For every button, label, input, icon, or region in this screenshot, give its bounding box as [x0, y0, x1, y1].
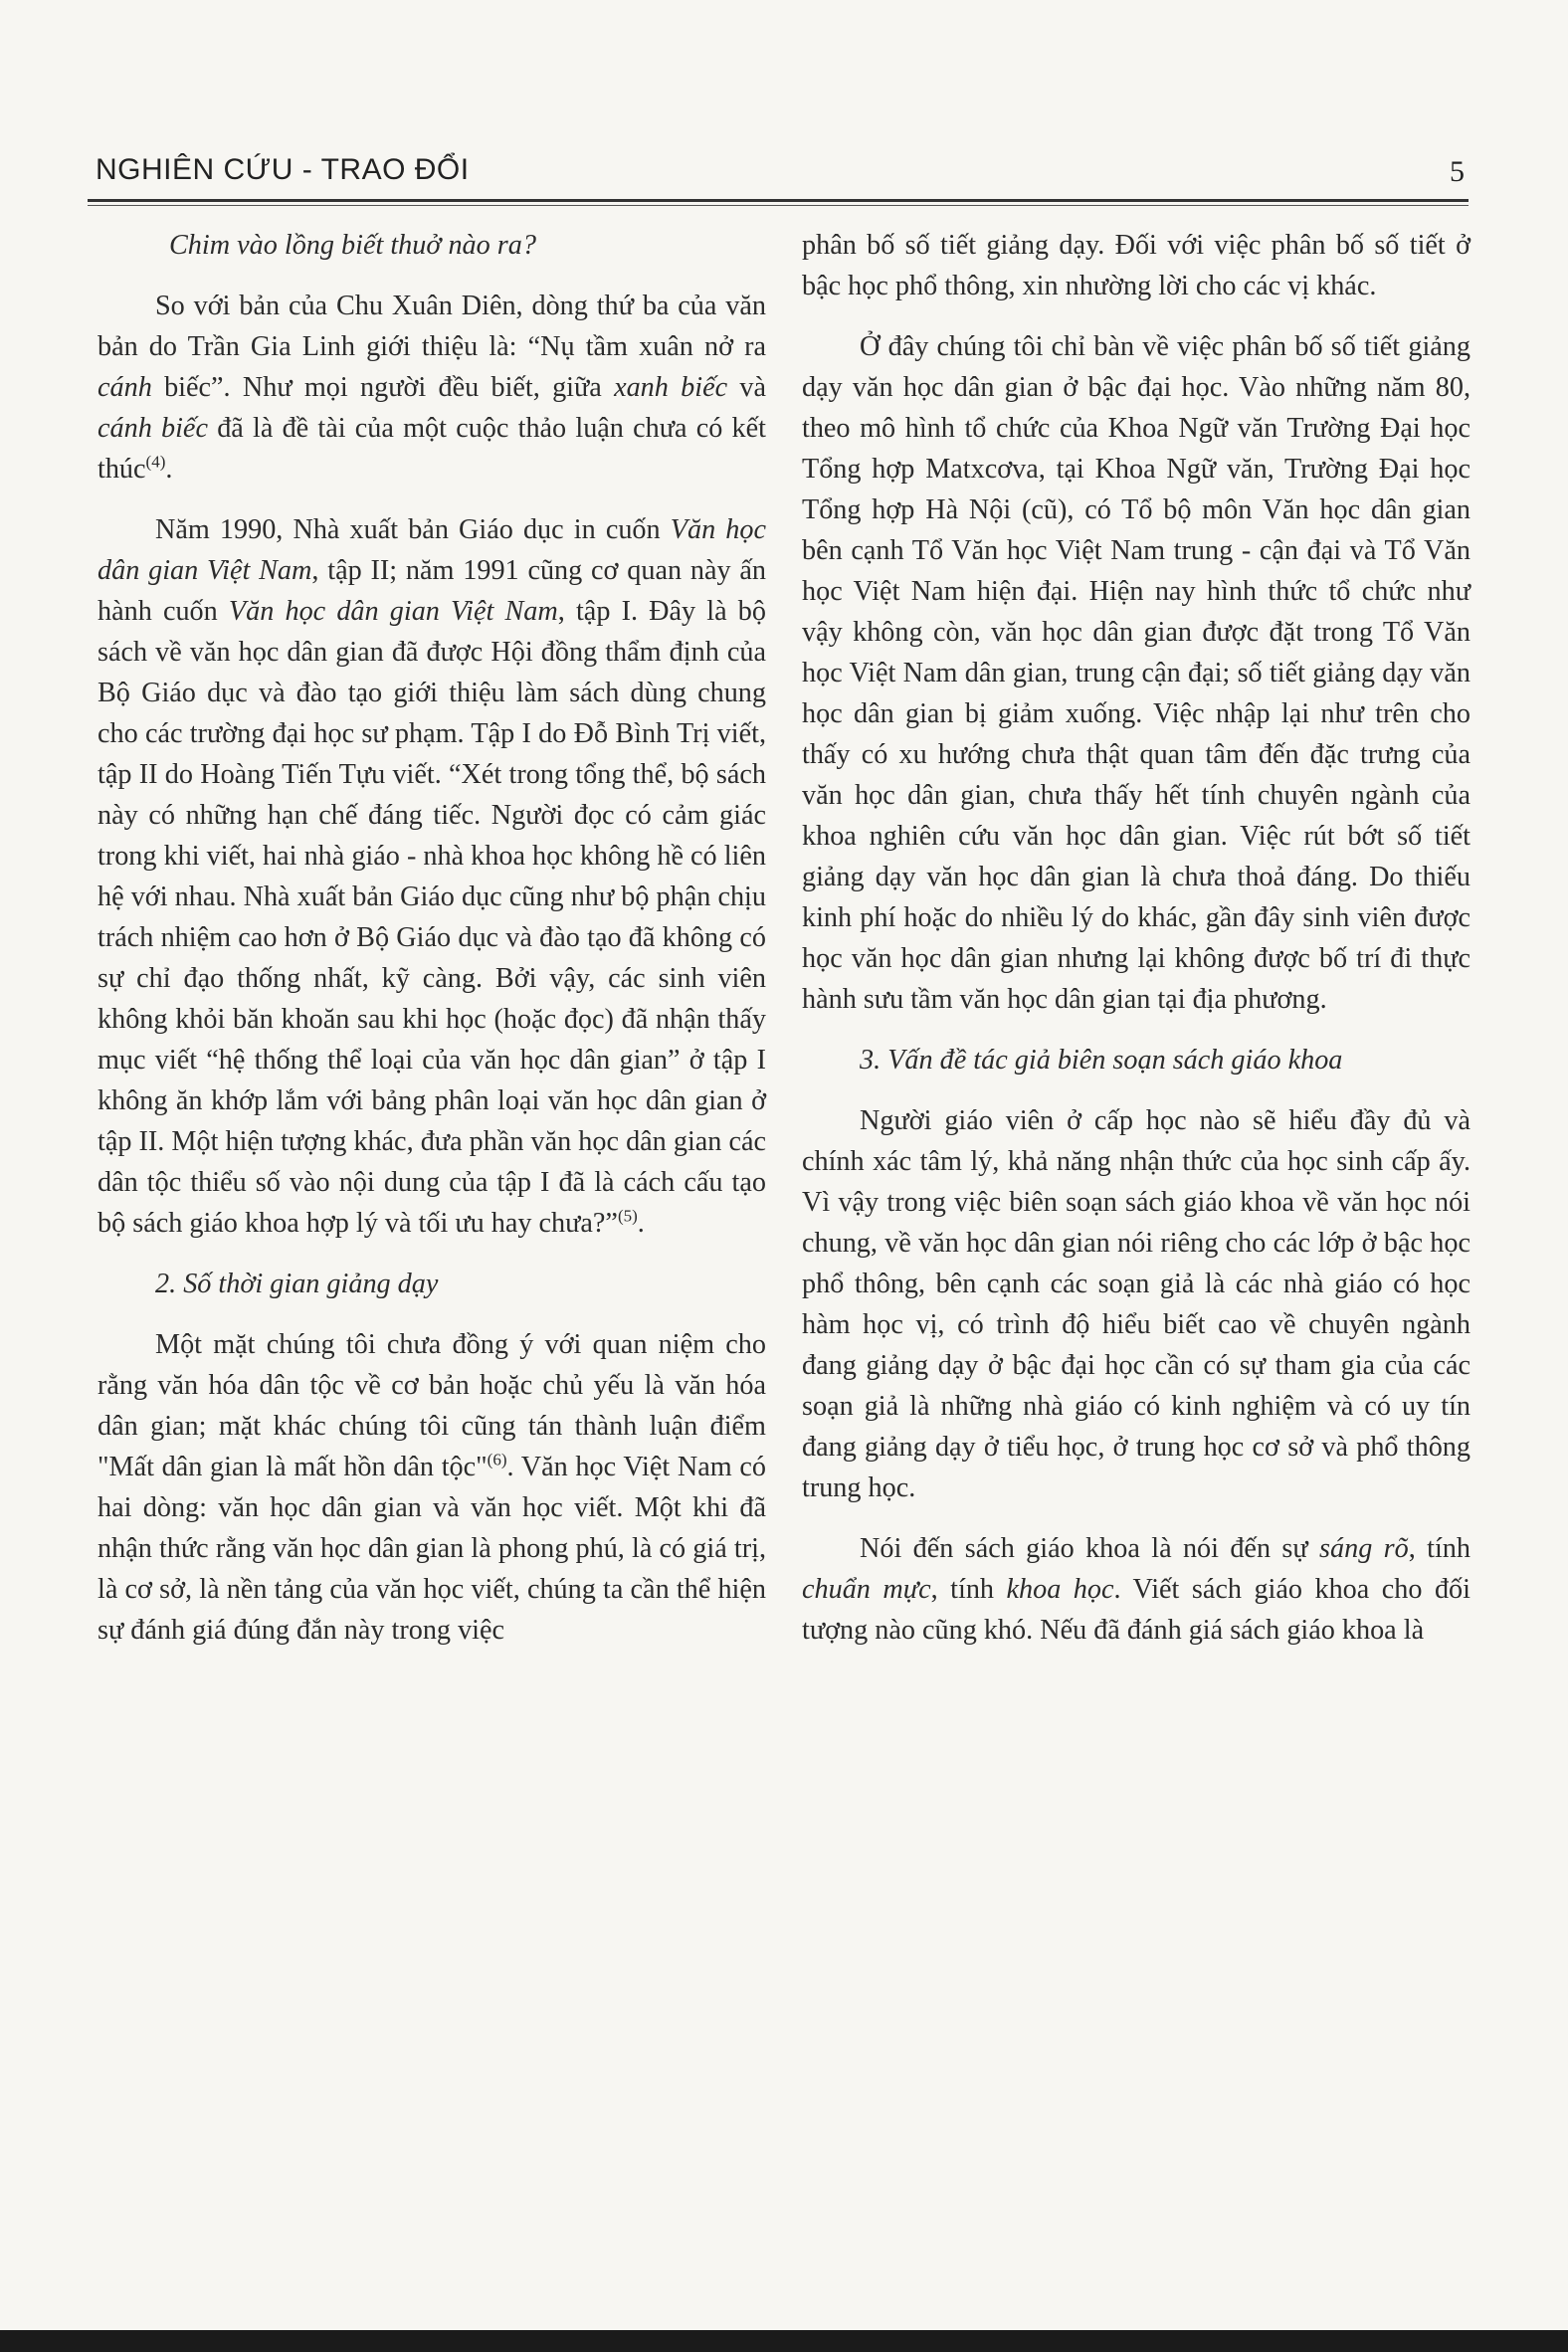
paragraph [98, 1324, 766, 1651]
paragraph-continuation: phân bố số tiết giảng dạy. Đối với việc phân bố số tiết ở bậc học phổ thông, xin nhường lời cho các vị khác. [802, 230, 1470, 301]
text-run: Nói đến sách giáo khoa là nói đến sự [860, 1533, 1320, 1564]
footnote-ref: (4) [145, 452, 166, 472]
text-run: , tính [930, 1574, 1007, 1605]
footnote-ref: (5) [617, 1206, 638, 1226]
italic-term: sáng rõ [1319, 1533, 1409, 1564]
italic-term: chuẩn mực [802, 1574, 931, 1605]
running-header [96, 149, 1465, 199]
section-title: NGHIÊN CỨU - TRAO ĐỔI [96, 153, 470, 186]
text-run: và [727, 372, 766, 403]
left-column [98, 225, 766, 1651]
text-run: , tập I. Đây là bộ sách về văn học dân gian đã được Hội đồng thẩm định của Bộ Giáo dục và đào tạo giới thiệu làm sách dùng chung cho các trường đại học sư phạm. Tập I do Đỗ Bình Trị viết, tập II do Hoàng Tiến Tựu viết. “Xét trong tổng thể, bộ sách này có những hạn chế đáng tiếc. Người đọc có cảm giác trong khi viết, hai nhà giáo - nhà khoa học không hề có liên hệ với nhau. Nhà xuất bản Giáo dục cũng như bộ phận chịu trách nhiệm cao hơn ở Bộ Giáo dục và đào tạo đã không có sự chỉ đạo thống nhất, kỹ càng. Bởi vậy, các sinh viên không khỏi băn khoăn sau khi học (hoặc đọc) đã nhận thấy mục viết “hệ thống thể loại của văn học dân gian” ở tập I không ăn khớp lắm với bảng phân loại văn học dân gian ở tập II. Một hiện tượng khác, đưa phần văn học dân gian các dân tộc thiểu số vào nội dung của tập I đã là cách cấu tạo bộ sách giáo khoa hợp lý và tối ưu hay chưa?” [98, 596, 766, 1239]
header-rule [88, 199, 1469, 206]
text-run: , tập II; năm 1991 cũng cơ quan này ấn hành cuốn [98, 555, 766, 627]
text-run: . Viết sách giáo khoa cho đối tượng nào cũng khó. Nếu đã đánh giá sách giáo khoa là [802, 1574, 1470, 1646]
italic-term: cánh biếc [98, 413, 208, 444]
paragraph: Ở đây chúng tôi chỉ bàn về việc phân bố số tiết giảng dạy văn học dân gian ở bậc đại học. Vào những năm 80, theo mô hình tổ chức của Khoa Ngữ văn Trường Đại học Tổng hợp Matxcơva, tại Khoa Ngữ văn, Trường Đại học Tổng hợp Hà Nội (cũ), có Tổ bộ môn Văn học dân gian bên cạnh Tổ Văn học Việt Nam trung - cận đại và Tổ Văn học Việt Nam hiện đại. Hiện nay hình thức tổ chức như vậy không còn, văn học dân gian được đặt trong Tổ Văn học Việt Nam dân gian, trung cận đại; số tiết giảng dạy văn học dân gian bị giảm xuống. Việc nhập lại như trên cho thấy có xu hướng chưa thật quan tâm đến đặc trưng của văn học dân gian, chưa thấy hết tính chuyên ngành của khoa nghiên cứu văn học dân gian. Việc rút bớt số tiết giảng dạy văn học dân gian là chưa thoả đáng. Do thiếu kinh phí hoặc do nhiều lý do khác, gần đây sinh viên được học văn học dân gian nhưng lại không được bố trí đi thực hành sưu tầm văn học dân gian tại địa phương. [802, 331, 1470, 1015]
page-number: 5 [1450, 155, 1465, 188]
text-run: biếc”. Như mọi người đều biết, giữa [151, 372, 615, 403]
right-column [802, 225, 1470, 1651]
text-run: . [165, 454, 173, 485]
book-title: Văn học dân gian Việt Nam [228, 596, 558, 627]
paragraph [98, 509, 766, 1244]
page-bottom-edge [0, 2330, 1568, 2352]
text-run: Năm 1990, Nhà xuất bản Giáo dục in cuốn [155, 514, 671, 545]
text-run: So với bản của Chu Xuân Diên, dòng thứ ba của văn bản do Trần Gia Linh giới thiệu là: “Nụ tầm xuân nở ra [98, 291, 766, 362]
section-heading: 2. Số thời gian giảng dạy [155, 1269, 439, 1299]
paragraph [98, 286, 766, 490]
footnote-ref: (6) [487, 1450, 507, 1470]
text-run: , tính [1408, 1533, 1470, 1564]
paragraph: Người giáo viên ở cấp học nào sẽ hiểu đầy đủ và chính xác tâm lý, khả năng nhận thức của học sinh cấp ấy. Vì vậy trong việc biên soạn sách giáo khoa về văn học nói chung, về văn học dân gian nói riêng cho các lớp ở bậc học phổ thông, bên cạnh các soạn giả là các nhà giáo có học hàm học vị, có trình độ hiểu biết cao về chuyên ngành đang giảng dạy ở bậc đại học cần có sự tham gia của các soạn giả là những nhà giáo có kinh nghiệm và có uy tín đang giảng dạy ở tiểu học, ở trung học cơ sở và phổ thông trung học. [802, 1105, 1470, 1503]
verse-line: Chim vào lồng biết thuở nào ra? [169, 230, 536, 261]
text-run: đã là đề tài của một cuộc thảo luận chưa có kết thúc [98, 413, 766, 485]
italic-term: khoa học [1006, 1574, 1114, 1605]
text-run: Một mặt chúng tôi chưa đồng ý với quan niệm cho rằng văn hóa dân tộc về cơ bản hoặc chủ yếu là văn hóa dân gian; mặt khác chúng tôi cũng tán thành luận điểm "Mất dân gian là mất hồn dân tộc" [98, 1329, 766, 1482]
italic-term: cánh [98, 372, 152, 403]
book-title: Văn học dân gian Việt Nam [98, 514, 766, 586]
italic-term: xanh biếc [614, 372, 728, 403]
section-heading: 3. Vấn đề tác giả biên soạn sách giáo khoa [860, 1045, 1343, 1076]
paragraph [802, 1528, 1470, 1651]
text-run: . Văn học Việt Nam có hai dòng: văn học dân gian và văn học viết. Một khi đã nhận thức rằng văn học dân gian là phong phú, là có giá trị, là cơ sở, là nền tảng của văn học viết, chúng ta cần thể hiện sự đánh giá đúng đắn này trong việc [98, 1452, 766, 1646]
text-run: . [637, 1208, 645, 1239]
